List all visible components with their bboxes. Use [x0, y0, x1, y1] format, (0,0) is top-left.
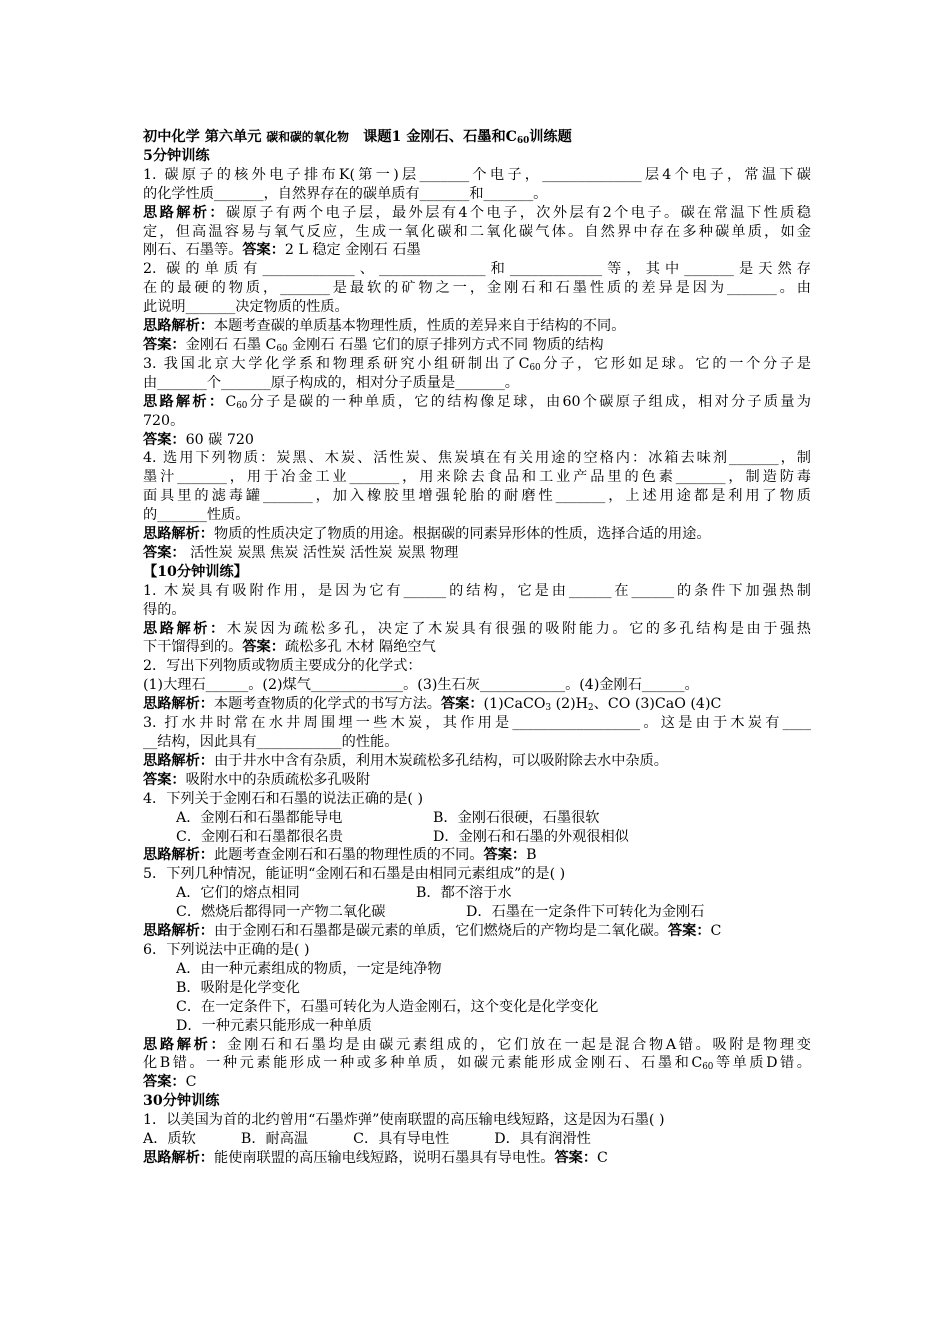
question-line: 4. 选用下列物质：炭黑、木炭、活性炭、焦炭填在有关用途的空格内：冰箱去味剂_______，制 — [143, 450, 811, 467]
question-stem: 1．以美国为首的北约曾用“石墨炸弹”使南联盟的高压输电线短路，这是因为石墨( ) — [143, 1112, 665, 1129]
question-line: 2．写出下列物质或物质主要成分的化学式： — [143, 658, 422, 675]
question-line: 得的。 — [143, 601, 186, 618]
analysis-line: 思路解析：碳原子有两个电子层，最外层有4个电子，次外层有2个电子。碳在常温下性质稳 — [143, 204, 811, 221]
document-body — [143, 128, 811, 1168]
question-line: __结构，因此具有____________的性能。 — [143, 734, 399, 750]
analysis-line: 思路解析：本题考查物质的化学式的书写方法。答案：(1)CaCO$_3$ $(2)H_2$、CO (3)CaO (4)C — [143, 696, 722, 714]
question-stem: 4．下列关于金刚石和石墨的说法正确的是( ) — [143, 790, 423, 807]
question-stem: 6．下列说法中正确的是( ) — [143, 941, 310, 958]
analysis-line: 思路解析：木炭因为疏松多孔，决定了木炭具有很强的吸附能力。它的多孔结构是由于强热 — [143, 620, 811, 637]
option-row: A．质软 B．耐高温 C．具有导电性 D．具有润滑性 — [143, 1131, 591, 1148]
analysis-line: 思路解析：能使南联盟的高压输电线短路，说明石墨具有导电性。答案：C — [143, 1149, 608, 1166]
question-line: 面具里的滤毒罐_______，加入橡胶里增强轮胎的耐磨性_______，上述用途都是利用了物质 — [143, 488, 811, 505]
question-line: 由_______个_______原子构成的，相对分子质量是_______。 — [143, 374, 519, 391]
option-row: B．吸附是化学变化 — [176, 979, 300, 996]
question-line: 的化学性质_______，自然界存在的碳单质有_______和_______。 — [143, 185, 548, 202]
analysis-line: 思路解析：$C_{60}$分子是碳的一种单质，它的结构像足球，由60个碳原子组成，相对分子质量为 — [143, 393, 811, 411]
question-line: 的_______性质。 — [143, 507, 250, 524]
question-line: 此说明_______决定物质的性质。 — [143, 299, 349, 316]
answer-line: 答案：C — [143, 1074, 197, 1091]
answer-line: 答案： 活性炭 炭黑 焦炭 活性炭 活性炭 炭黑 物理 — [143, 544, 459, 561]
option-row: A．它们的熔点相同 B．都不溶于水 — [176, 885, 512, 902]
analysis-line: 定，但高温容易与氧气反应，生成一氧化碳和二氧化碳气体。自然界中存在多种碳单质，如金 — [143, 223, 811, 240]
option-row: A．由一种元素组成的物质，一定是纯净物 — [176, 960, 442, 977]
option-row: C．燃烧后都得同一产物二氧化碳 D．石墨在一定条件下可转化为金刚石 — [176, 904, 705, 921]
analysis-line: 720。 — [143, 412, 185, 429]
analysis-line: 化B错。一种元素能形成一种或多种单质，如碳元素能形成金刚石、石墨和$C_{60}$等单质D错。 — [143, 1055, 811, 1073]
analysis-line: 思路解析：金刚石和石墨均是由碳元素组成的，它们放在一起是混合物A错。吸附是物理变 — [143, 1036, 811, 1053]
option-row: C．在一定条件下，石墨可转化为人造金刚石，这个变化是化学变化 — [176, 998, 599, 1015]
answer-line: 答案：金刚石 石墨 $C_{60}$ 金刚石 石墨 它们的原子排列方式不同 物质的结构 — [143, 336, 604, 355]
analysis-line: 思路解析：此题考查金刚石和石墨的物理性质的不同。答案：B — [143, 847, 537, 864]
question-line: (1)大理石______。(2)煤气_____________。(3)生石灰____________。(4)金刚石______。 — [143, 677, 699, 694]
answer-line: 答案：吸附水中的杂质疏松多孔吸附 — [143, 771, 371, 788]
question-line: 在的最硬的物质，_______是最软的矿物之一，金刚石和石墨性质的差异是因为_______。由 — [143, 280, 811, 297]
option-row: A．金刚石和石墨都能导电 B．金刚石很硬，石墨很软 — [176, 809, 600, 826]
section-heading-10min: 【10分钟训练】 — [143, 563, 248, 580]
question-stem: 5．下列几种情况，能证明“金刚石和石墨是由相同元素组成”的是( ) — [143, 866, 566, 883]
analysis-line: 下干馏得到的。答案：疏松多孔 木材 隔绝空气 — [143, 639, 436, 656]
analysis-line: 思路解析：物质的性质决定了物质的用途。根据碳的同素异形体的性质，选择合适的用途。 — [143, 526, 711, 543]
question-line: 3. 我国北京大学化学系和物理系研究小组研制出了$C_{60}$分子，它形如足球。它的一个分子是 — [143, 355, 811, 374]
section-heading-30min: 30分钟训练 — [143, 1093, 220, 1110]
question-line: 1. 木炭具有吸附作用，是因为它有______的结构，它是由______在______的条件下加强热制 — [143, 582, 811, 599]
analysis-line: 思路解析：由于井水中含有杂质，利用木炭疏松多孔结构，可以吸附除去水中杂质。 — [143, 752, 668, 769]
question-line: 2. 碳的单质有_____________、_______________和_____________等，其中_______是天然存 — [143, 261, 811, 278]
option-row: D．一种元素只能形成一种单质 — [176, 1017, 372, 1034]
analysis-line: 思路解析：本题考查碳的单质基本物理性质，性质的差异来自于结构的不同。 — [143, 318, 626, 335]
section-heading-5min: 5分钟训练 — [143, 147, 210, 164]
answer-line: 答案：60 碳 720 — [143, 431, 254, 448]
document-title: 初中化学 第六单元 碳和碳的氧化物 课题1 金刚石、石墨和$C_{60}$训练题 — [143, 129, 572, 147]
question-line: 3. 打水井时常在水井周围埋一些木炭，其作用是__________________。这是由于木炭有____ — [143, 715, 811, 732]
analysis-line: 刚石、石墨等。答案：2 L 稳定 金刚石 石墨 — [143, 242, 421, 259]
question-line: 1. 碳原子的核外电子排布K(第一)层_______个电子，______________层4个电子，常温下碳 — [143, 166, 811, 183]
question-line: 墨汁_______，用于冶金工业_______，用来除去食品和工业产品里的色素_______，制造防毒 — [143, 469, 811, 486]
option-row: C．金刚石和石墨都很名贵 D．金刚石和石墨的外观很相似 — [176, 828, 629, 845]
analysis-line: 思路解析：由于金刚石和石墨都是碳元素的单质，它们燃烧后的产物均是二氧化碳。答案：C — [143, 923, 722, 940]
